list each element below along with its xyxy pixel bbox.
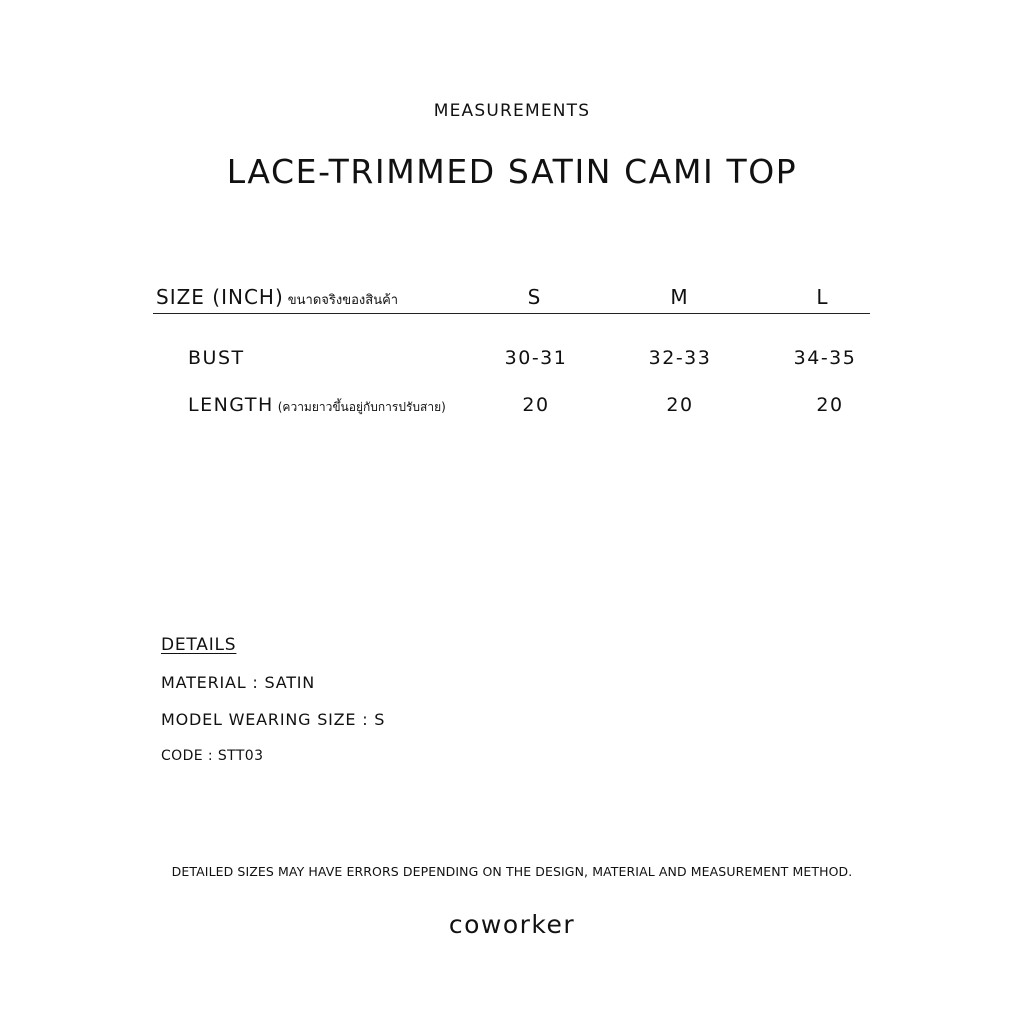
row-label-note: (ความยาวขึ้นอยู่กับการปรับสาย) bbox=[277, 400, 446, 414]
row-label-text: BUST bbox=[188, 347, 245, 369]
material-line: MATERIAL : SATIN bbox=[161, 673, 316, 692]
size-disclaimer: DETAILED SIZES MAY HAVE ERRORS DEPENDING ON THE DESIGN, MATERIAL AND MEASUREMENT METHOD. bbox=[171, 864, 853, 879]
column-header-s: S bbox=[527, 285, 541, 309]
details-heading: DETAILS bbox=[161, 635, 237, 655]
row-label-length bbox=[188, 394, 446, 417]
size-unit-label: SIZE (INCH) bbox=[156, 285, 284, 309]
bust-value-m: 32-33 bbox=[648, 347, 712, 369]
row-label-bust bbox=[188, 347, 245, 369]
bust-value-s: 30-31 bbox=[504, 347, 568, 369]
header-divider bbox=[153, 313, 870, 314]
row-label-text: LENGTH bbox=[188, 394, 274, 416]
product-title: LACE-TRIMMED SATIN CAMI TOP bbox=[226, 152, 798, 191]
length-value-m: 20 bbox=[666, 394, 694, 416]
length-value-s: 20 bbox=[522, 394, 550, 416]
size-unit-note: ขนาดจริงของสินค้า bbox=[287, 293, 399, 308]
bust-value-l: 34-35 bbox=[793, 347, 857, 369]
measurements-label: MEASUREMENTS bbox=[433, 101, 591, 121]
product-code-line: CODE : STT03 bbox=[161, 748, 264, 764]
column-header-l: L bbox=[816, 285, 828, 309]
size-unit-header bbox=[156, 285, 398, 310]
length-value-l: 20 bbox=[816, 394, 844, 416]
column-header-m: M bbox=[670, 285, 688, 309]
brand-logo: coworker bbox=[448, 910, 576, 939]
model-size-line: MODEL WEARING SIZE : S bbox=[161, 710, 386, 729]
